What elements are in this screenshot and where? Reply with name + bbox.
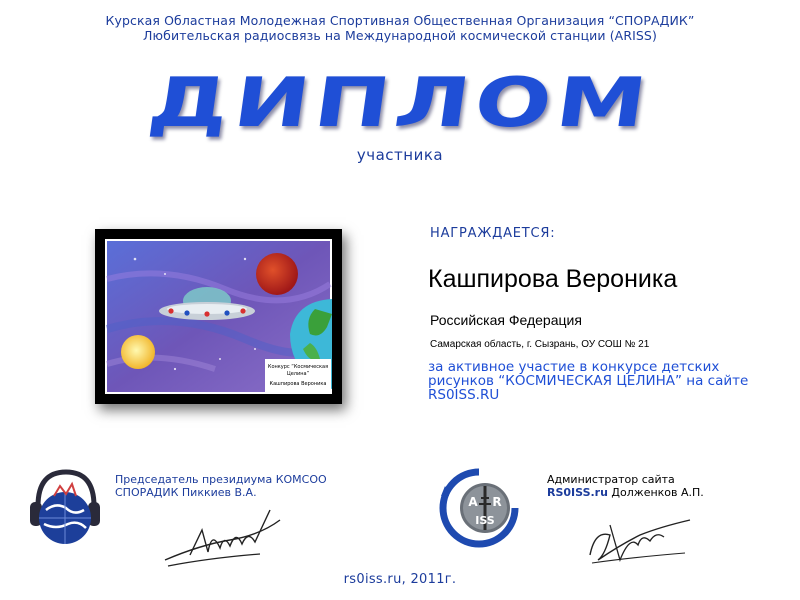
ariss-logo-icon xyxy=(437,466,522,551)
award-reason: за активное участие в конкурсе детских рисунков “КОСМИЧЕСКАЯ ЦЕЛИНА” на сайте RS0ISS.RU xyxy=(428,359,749,403)
diploma-title: ДИПЛОМ xyxy=(143,64,657,143)
logo2-letter-a: A xyxy=(468,495,478,509)
header-line-2: Любительская радиосвязь на Международной космической станции (ARISS) xyxy=(143,28,657,43)
drawing-frame xyxy=(95,229,342,404)
drawing-caption-3: Кашпирова Вероника xyxy=(269,381,327,387)
header-line-1: Курская Областная Молодежная Спортивная Общественная Организация “СПОРАДИК” xyxy=(105,13,695,28)
logo2-letter-r: R xyxy=(492,495,502,509)
signatory-2-title: Администратор сайта xyxy=(547,473,675,486)
red-planet xyxy=(256,253,298,295)
signatory-1-title: Председатель президиума КОМСОО xyxy=(115,473,327,486)
diploma-subtitle: участника xyxy=(356,146,444,164)
signatory-1-name: СПОРАДИК Пиккиев В.А. xyxy=(115,486,257,499)
recipient-country: Российская Федерация xyxy=(430,312,582,328)
signatory-2-site: RS0ISS.ru xyxy=(547,486,608,499)
signature-1 xyxy=(160,500,300,570)
signature-2 xyxy=(580,505,700,570)
signatory-1-text xyxy=(115,473,415,499)
child-drawing xyxy=(105,239,332,394)
signatory-2-text xyxy=(547,473,797,499)
sporadic-globe-logo-icon xyxy=(24,466,104,556)
drawing-caption-1: Конкурс “Космическая xyxy=(267,364,329,370)
footer-text: rs0iss.ru, 2011г. xyxy=(343,572,457,587)
yellow-star xyxy=(121,335,155,369)
awarded-label: НАГРАЖДАЕТСЯ: xyxy=(430,226,556,241)
logo2-letters-iss: ISS xyxy=(475,514,495,527)
recipient-name: Кашпирова Вероника xyxy=(428,265,678,293)
drawing-caption-2: Целина” xyxy=(286,371,310,377)
recipient-region: Самарская область, г. Сызрань, ОУ СОШ № 21 xyxy=(430,339,650,350)
signatory-2-name: Долженков А.П. xyxy=(607,486,704,499)
